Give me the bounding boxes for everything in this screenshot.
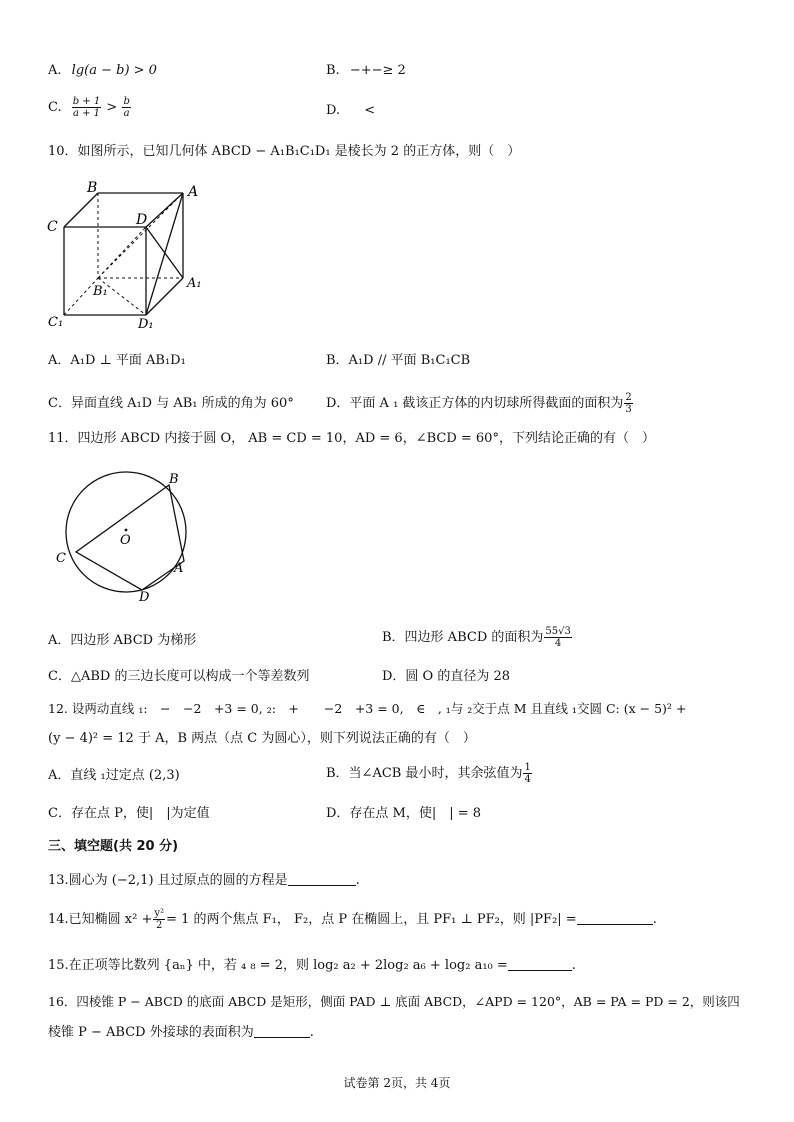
q9-option-b-text: −+−≥ 2 bbox=[349, 63, 406, 78]
cube-label-c1: C₁ bbox=[48, 315, 64, 330]
q12-option-b-fraction: $\frac{1}{4}$ bbox=[524, 762, 531, 785]
q11-option-b-fraction: $\frac{55√3}{4}$ bbox=[545, 626, 571, 649]
q14-fraction: $\frac{\text{y²}}{2}$ bbox=[154, 908, 165, 931]
q10-option-d bbox=[326, 392, 634, 415]
circle-label-c: C bbox=[56, 551, 66, 566]
q12-stem-line2: (y − 4)² = 12 于 A，B 两点（点 C 为圆心），则下列说法正确的有（ ） bbox=[48, 731, 476, 746]
q9-option-b bbox=[326, 62, 406, 80]
q16-line1: 16．四棱锥 P − ABCD 的底面 ABCD 是矩形，侧面 PAD ⊥ 底面 ABCD，∠APD = 120°，AB = PA = PD = 2，则该四 bbox=[48, 994, 740, 1009]
q11-option-d: D．圆 O 的直径为 28 bbox=[382, 669, 511, 684]
q9-option-d-label: D. bbox=[326, 103, 341, 118]
circle-label-d: D bbox=[139, 590, 150, 605]
q9-option-d bbox=[326, 102, 375, 120]
circle-label-a: A bbox=[174, 561, 184, 576]
q13-text: 13.圆心为 (−2,1) 且过原点的圆的方程是 bbox=[48, 873, 288, 888]
q9-option-c: C. $\frac{b + 1}{a + 1}$ > $\frac{b}{a}$ bbox=[48, 96, 130, 119]
circle-label-o: O bbox=[120, 533, 131, 548]
cube-label-d: D bbox=[136, 212, 148, 228]
cube-label-d1: D₁ bbox=[138, 317, 154, 330]
q10-option-d-text: D．平面 A ₁ 截该正方体的内切球所得截面的面积为 bbox=[326, 396, 624, 411]
circle-label-b: B bbox=[169, 472, 179, 487]
q9-option-c-label: C. bbox=[48, 100, 62, 115]
q11-circle-figure bbox=[48, 458, 198, 608]
q12-option-c: C．存在点 P，使| |为定值 bbox=[48, 806, 210, 821]
q10-cube-figure bbox=[40, 180, 240, 330]
q12-option-a: A．直线 ₁过定点 (2,3) bbox=[48, 768, 180, 783]
cube-label-a: A bbox=[188, 184, 199, 200]
q11-stem: 11．四边形 ABCD 内接于圆 O， AB = CD = 10，AD = 6，∠BCD = 60°，下列结论正确的有（ ） bbox=[48, 431, 655, 446]
q12-option-d: D．存在点 M，使| | = 8 bbox=[326, 806, 482, 821]
cube-label-a1: A₁ bbox=[187, 276, 202, 291]
q14: 14.已知椭圆 x² + $\frac{\text{y²}}{2}$ = 1 的两个焦点 F₁， F₂，点 P 在椭圆上，且 PF₁ ⊥ PF₂，则 |PF₂| = . bbox=[48, 908, 657, 931]
cube-label-b: B bbox=[87, 180, 98, 196]
q9-option-a-text: lg(a − b) > 0 bbox=[71, 63, 157, 78]
q9-option-b-label: B. bbox=[326, 63, 340, 78]
q10-option-d-fraction: $\frac{2}{3}$ bbox=[625, 392, 632, 415]
page-footer: 试卷第 2页，共 4页 bbox=[343, 1076, 451, 1090]
section-title: 三、填空题(共 20 分) bbox=[48, 839, 179, 854]
q9-option-c-frac-right: $\frac{b}{a}$ bbox=[123, 96, 130, 119]
q16-text: 棱锥 P − ABCD 外接球的表面积为 bbox=[48, 1025, 254, 1040]
q9-option-a-label: A. bbox=[48, 63, 62, 78]
q15-answer-blank bbox=[508, 958, 572, 971]
q11-option-c: C．△ABD 的三边长度可以构成一个等差数列 bbox=[48, 669, 310, 684]
q14-middle: = 1 的两个焦点 F₁， F₂，点 P 在椭圆上，且 PF₁ ⊥ PF₂，则 |PF₂| = bbox=[166, 912, 577, 927]
q15-text: 15.在正项等比数列 {aₙ} 中，若 ₄ ₈ = 2，则 log₂ a₂ + 2log₂ a₆ + log₂ a₁₀ = bbox=[48, 958, 508, 973]
q11-option-a: A．四边形 ABCD 为梯形 bbox=[48, 633, 197, 648]
q10-option-c: C．异面直线 A₁D 与 AB₁ 所成的角为 60° bbox=[48, 396, 294, 411]
q13-answer-blank bbox=[288, 873, 356, 886]
q10-stem: 10．如图所示，已知几何体 ABCD − A₁B₁C₁D₁ 是棱长为 2 的正方体，则（ ） bbox=[48, 144, 521, 159]
cube-label-b1: B₁ bbox=[93, 284, 108, 299]
q9-option-a bbox=[48, 62, 764, 80]
q16-answer-blank bbox=[254, 1025, 310, 1038]
q10-option-a: A．A₁D ⊥ 平面 AB₁D₁ bbox=[48, 353, 186, 368]
q15: 15.在正项等比数列 {aₙ} 中，若 ₄ ₈ = 2，则 log₂ a₂ + 2log₂ a₆ + log₂ a₁₀ = . bbox=[48, 958, 576, 973]
q14-answer-blank bbox=[577, 912, 653, 925]
q12-option-b bbox=[326, 762, 533, 785]
q14-prefix: 14.已知椭圆 x² + bbox=[48, 912, 153, 927]
q13: 13.圆心为 (−2,1) 且过原点的圆的方程是 . bbox=[48, 873, 360, 888]
q11-option-b-text: B．四边形 ABCD 的面积为 bbox=[382, 630, 544, 645]
q9-option-c-frac-left: $\frac{b + 1}{a + 1}$ bbox=[72, 96, 101, 119]
q12-stem-line1: 12. 设两动直线 ₁: − −2 +3 = 0, ₂: + −2 +3 = 0, ∈ , ₁与 ₂交于点 M 且直线 ₁交圆 C: (x − 5)² + bbox=[48, 701, 687, 716]
cube-label-c: C bbox=[47, 219, 58, 235]
q16-line2: 棱锥 P − ABCD 外接球的表面积为 . bbox=[48, 1025, 314, 1040]
q11-option-b bbox=[382, 626, 573, 649]
q10-option-b: B．A₁D // 平面 B₁C₁CB bbox=[326, 353, 471, 368]
q12-option-b-text: B．当∠ACB 最小时，其余弦值为 bbox=[326, 766, 523, 781]
q9-option-d-text: < bbox=[364, 103, 376, 118]
